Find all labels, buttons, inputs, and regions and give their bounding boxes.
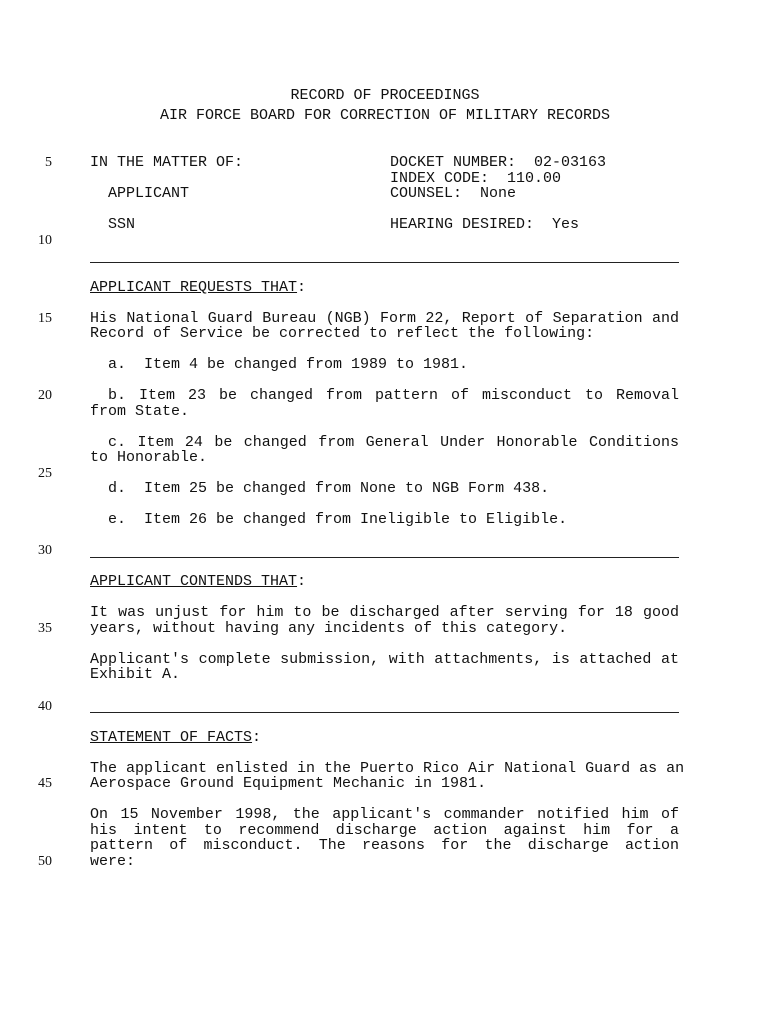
section-divider	[90, 712, 679, 713]
record-title: RECORD OF PROCEEDINGS	[290, 87, 480, 104]
section-divider	[90, 557, 679, 558]
requests-heading-text: APPLICANT REQUESTS THAT	[90, 279, 298, 296]
counsel: COUNSEL: None	[390, 185, 517, 202]
paragraph-line: Exhibit A.	[90, 666, 181, 683]
line-number: 30	[38, 543, 52, 558]
ssn-label: SSN	[108, 216, 136, 233]
heading-colon: :	[252, 729, 262, 746]
line-number: 35	[38, 621, 52, 636]
applicant-label: APPLICANT	[108, 185, 190, 202]
in-the-matter-label: IN THE MATTER OF:	[90, 154, 244, 171]
facts-heading-text: STATEMENT OF FACTS	[90, 729, 253, 746]
request-item-b: b. Item 23 be changed from pattern of misconduct to Removal	[108, 387, 679, 404]
paragraph-line: Aerospace Ground Equipment Mechanic in 1981.	[90, 775, 487, 792]
request-item-d: d. Item 25 be changed from None to NGB Form 438.	[108, 480, 550, 497]
heading-colon: :	[297, 573, 307, 590]
paragraph-line: The applicant enlisted in the Puerto Rico Air National Guard as an	[90, 760, 685, 777]
paragraph-line: His National Guard Bureau (NGB) Form 22, Report of Separation and	[90, 310, 679, 327]
line-number: 25	[38, 466, 52, 481]
line-number: 40	[38, 699, 52, 714]
docket-number: DOCKET NUMBER: 02-03163	[390, 154, 607, 171]
line-number: 5	[45, 155, 52, 170]
requests-heading	[90, 280, 306, 296]
heading-colon: :	[297, 279, 307, 296]
contends-heading-text: APPLICANT CONTENDS THAT	[90, 573, 298, 590]
facts-heading	[90, 730, 261, 746]
paragraph-line: years, without having any incidents of this category.	[90, 620, 568, 637]
request-item-c-cont: to Honorable.	[90, 449, 208, 466]
board-title: AIR FORCE BOARD FOR CORRECTION OF MILITARY RECORDS	[159, 107, 611, 124]
line-number: 10	[38, 233, 52, 248]
request-item-a: a. Item 4 be changed from 1989 to 1981.	[108, 356, 469, 373]
hearing-desired: HEARING DESIRED: Yes	[390, 216, 580, 233]
line-number: 20	[38, 388, 52, 403]
section-divider	[90, 262, 679, 263]
paragraph-line: It was unjust for him to be discharged after serving for 18 good	[90, 604, 679, 621]
paragraph-line: were:	[90, 853, 136, 870]
paragraph-line: pattern of misconduct. The reasons for the discharge action	[90, 837, 679, 854]
paragraph-line: Record of Service be corrected to reflect the following:	[90, 325, 595, 342]
line-number: 45	[38, 776, 52, 791]
contends-heading	[90, 574, 306, 590]
paragraph-line: On 15 November 1998, the applicant's commander notified him of	[90, 806, 679, 823]
line-number: 15	[38, 311, 52, 326]
line-number: 50	[38, 854, 52, 869]
request-item-c: c. Item 24 be changed from General Under Honorable Conditions	[108, 434, 679, 451]
request-item-e: e. Item 26 be changed from Ineligible to Eligible.	[108, 511, 568, 528]
paragraph-line: Applicant's complete submission, with attachments, is attached at	[90, 651, 679, 668]
request-item-b-cont: from State.	[90, 403, 190, 420]
paragraph-line: his intent to recommend discharge action against him for a	[90, 822, 679, 839]
index-code: INDEX CODE: 110.00	[390, 170, 562, 187]
